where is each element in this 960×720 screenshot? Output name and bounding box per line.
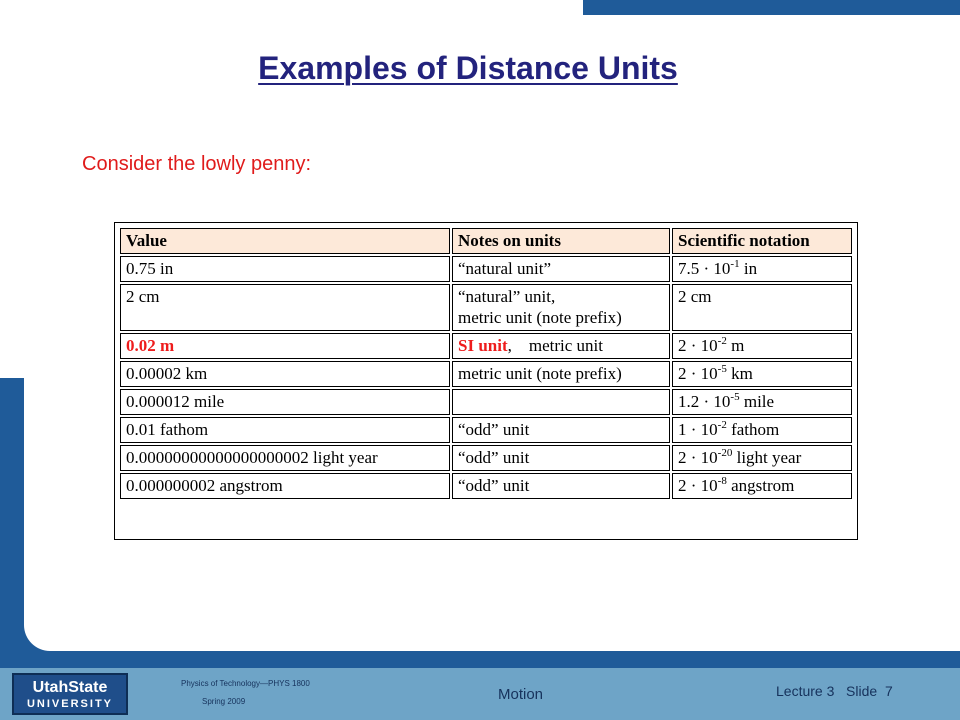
- cell-notes: [452, 389, 670, 415]
- university-logo: UtahState UNIVERSITY: [12, 673, 128, 715]
- table-row-si: [120, 333, 852, 359]
- slide-title: Examples of Distance Units: [258, 50, 678, 86]
- slide-subtitle: Consider the lowly penny:: [82, 153, 312, 175]
- header-notes: Notes on units: [452, 228, 670, 254]
- cell-value: 0.000012 mile: [120, 389, 450, 415]
- table-row: [120, 417, 852, 443]
- units-table: [114, 222, 858, 540]
- cell-notes: “natural unit”: [452, 256, 670, 282]
- cell-scientific: $2 \cdot 10^{-20}$ light year: [672, 445, 852, 471]
- cell-notes: “odd” unit: [452, 445, 670, 471]
- cell-notes: SI unit, metric unit: [452, 333, 670, 359]
- cell-value: 0.000000002 angstrom: [120, 473, 450, 499]
- cell-value: 0.02 m: [120, 333, 450, 359]
- top-accent-bar: [583, 0, 960, 15]
- cell-scientific: $2 \cdot 10^{-5}$ km: [672, 361, 852, 387]
- term-label: Spring 2009: [202, 697, 246, 706]
- cell-scientific: 2 cm: [672, 284, 852, 331]
- lecture-slide-number: Lecture 3 Slide 7: [776, 683, 893, 699]
- cell-value: 2 cm: [120, 284, 450, 331]
- header-scientific: Scientific notation: [672, 228, 852, 254]
- table-row: [120, 256, 852, 282]
- cell-notes: “odd” unit: [452, 473, 670, 499]
- course-name: Physics of Technology—PHYS 1800: [181, 679, 310, 688]
- table-row: [120, 389, 852, 415]
- table-row: [120, 284, 852, 331]
- table-row: [120, 361, 852, 387]
- cell-scientific: $1 \cdot 10^{-2}$ fathom: [672, 417, 852, 443]
- table-row: [120, 473, 852, 499]
- cell-notes: metric unit (note prefix): [452, 361, 670, 387]
- cell-scientific: $2 \cdot 10^{-2}$ m: [672, 333, 852, 359]
- cell-scientific: $7.5 \cdot 10^{-1}$ in: [672, 256, 852, 282]
- cell-notes: “natural” unit, metric unit (note prefix): [452, 284, 670, 331]
- table-header-row: [120, 228, 852, 254]
- cell-value: 0.00002 km: [120, 361, 450, 387]
- cell-notes: “odd” unit: [452, 417, 670, 443]
- cell-value: 0.00000000000000000002 light year: [120, 445, 450, 471]
- cell-value: 0.75 in: [120, 256, 450, 282]
- cell-value: 0.01 fathom: [120, 417, 450, 443]
- cell-scientific: $2 \cdot 10^{-8}$ angstrom: [672, 473, 852, 499]
- table-row: [120, 445, 852, 471]
- topic-label: Motion: [498, 686, 544, 703]
- header-value: Value: [120, 228, 450, 254]
- cell-scientific: $1.2 \cdot 10^{-5}$ mile: [672, 389, 852, 415]
